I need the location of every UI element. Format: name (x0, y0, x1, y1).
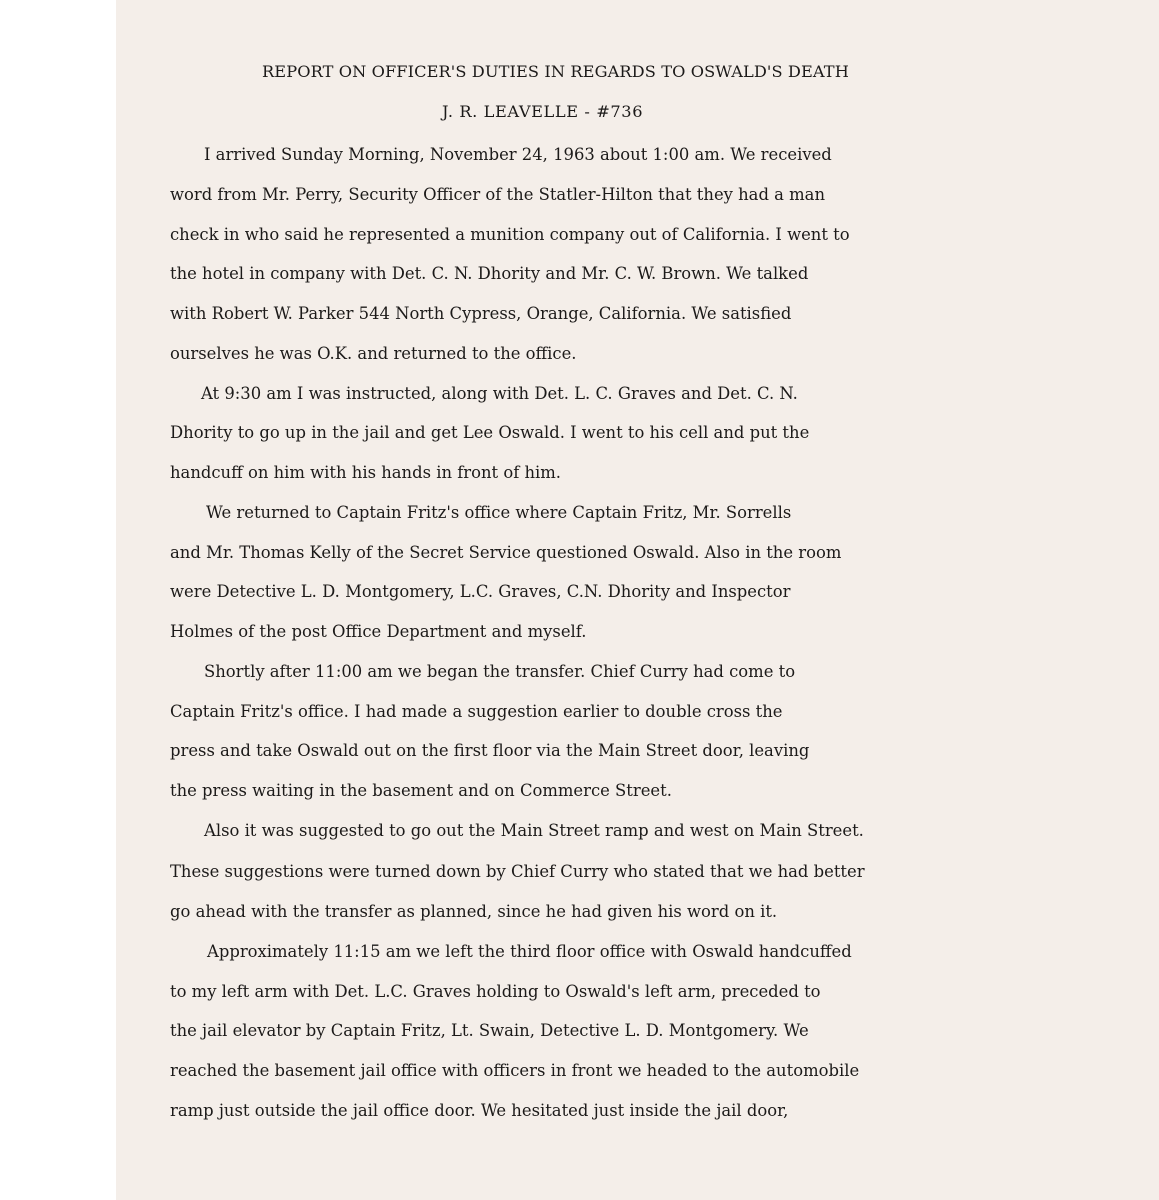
body-line: go ahead with the transfer as planned, since he had given his word on it. (170, 902, 778, 921)
body-line: handcuff on him with his hands in front of him. (170, 463, 562, 482)
body-line: Approximately 11:15 am we left the third floor office with Oswald handcuffed (207, 942, 852, 961)
body-line: word from Mr. Perry, Security Officer of the Statler-Hilton that they had a man (170, 185, 825, 204)
report-title: REPORT ON OFFICER'S DUTIES IN REGARDS TO OSWALD'S DEATH (262, 62, 849, 81)
body-line: reached the basement jail office with officers in front we headed to the automobile (170, 1061, 860, 1080)
body-line: the jail elevator by Captain Fritz, Lt. Swain, Detective L. D. Montgomery. We (170, 1021, 809, 1040)
body-line: and Mr. Thomas Kelly of the Secret Service questioned Oswald. Also in the room (170, 543, 842, 562)
body-line: Shortly after 11:00 am we began the transfer. Chief Curry had come to (204, 662, 796, 681)
body-line: ramp just outside the jail office door. We hesitated just inside the jail door, (170, 1101, 789, 1120)
body-line: with Robert W. Parker 544 North Cypress, Orange, California. We satisfied (170, 304, 792, 323)
body-line: These suggestions were turned down by Chief Curry who stated that we had better (170, 862, 865, 881)
body-line: ourselves he was O.K. and returned to the office. (170, 344, 577, 363)
body-line: the press waiting in the basement and on Commerce Street. (170, 781, 672, 800)
body-line: check in who said he represented a munition company out of California. I went to (170, 225, 850, 244)
body-line: Captain Fritz's office. I had made a suggestion earlier to double cross the (170, 702, 783, 721)
report-author: J. R. LEAVELLE - #736 (442, 102, 644, 121)
body-line: were Detective L. D. Montgomery, L.C. Graves, C.N. Dhority and Inspector (170, 582, 791, 601)
body-line: to my left arm with Det. L.C. Graves holding to Oswald's left arm, preceded to (170, 982, 821, 1001)
body-line: We returned to Captain Fritz's office where Captain Fritz, Mr. Sorrells (206, 503, 792, 522)
body-line: the hotel in company with Det. C. N. Dhority and Mr. C. W. Brown. We talked (170, 264, 809, 283)
body-line: At 9:30 am I was instructed, along with Det. L. C. Graves and Det. C. N. (201, 384, 798, 403)
body-line: Also it was suggested to go out the Main Street ramp and west on Main Street. (204, 821, 864, 840)
body-line: I arrived Sunday Morning, November 24, 1963 about 1:00 am. We received (204, 145, 832, 164)
body-line: Dhority to go up in the jail and get Lee Oswald. I went to his cell and put the (170, 423, 810, 442)
body-line: Holmes of the post Office Department and myself. (170, 622, 587, 641)
body-line: press and take Oswald out on the first floor via the Main Street door, leaving (170, 741, 810, 760)
